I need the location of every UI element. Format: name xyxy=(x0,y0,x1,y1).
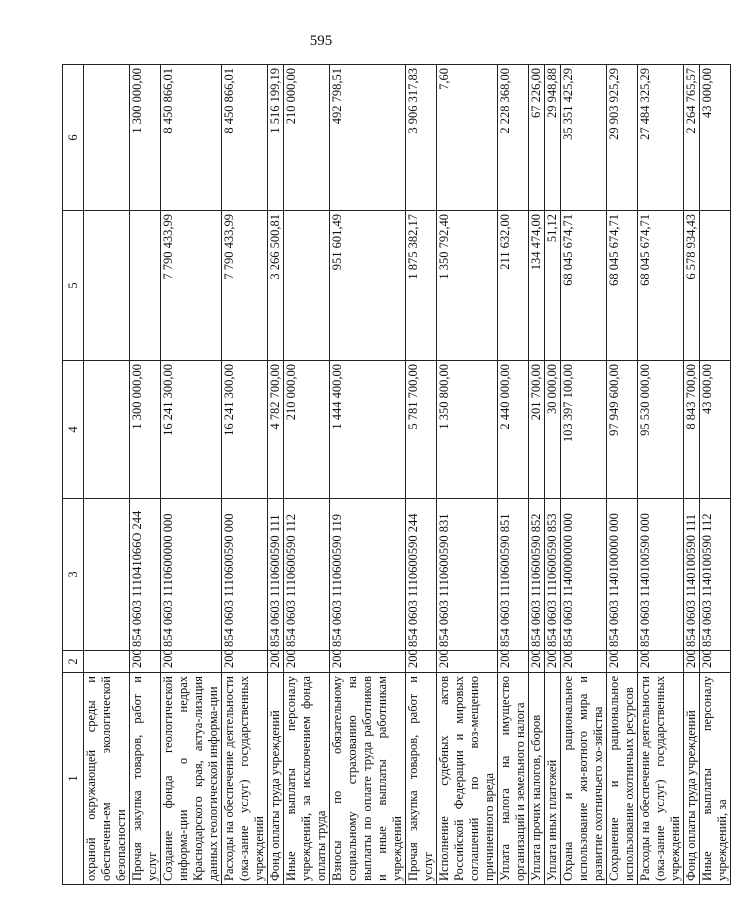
row-name-cell: Взносы по обязательному социальному страхованию на выплаты по оплате труда работников и иные выплаты работникам учреждений xyxy=(330,673,406,885)
page-number: 595 xyxy=(309,33,333,49)
header-cell: 5 xyxy=(63,211,84,361)
row-code-cell: 200 xyxy=(268,651,284,673)
row-classification-cell: 854 0603 1110600590 851 xyxy=(498,499,529,651)
row-code-cell: 200 xyxy=(700,651,731,673)
row-value-col4: 210 000,00 xyxy=(284,361,330,499)
row-value-col6: 492 798,51 xyxy=(330,65,406,211)
row-value-col4: 97 949 600,00 xyxy=(607,361,638,499)
row-code-cell: 200 xyxy=(638,651,684,673)
header-cell: 2 xyxy=(63,651,84,673)
table-row xyxy=(84,65,130,885)
row-value-col5 xyxy=(284,211,330,361)
row-value-col4: 103 397 100,00 xyxy=(561,361,607,499)
row-classification-cell xyxy=(84,499,130,651)
row-code-cell: 200 xyxy=(684,651,700,673)
row-value-col4 xyxy=(84,361,130,499)
row-value-col6: 2 228 368,00 xyxy=(498,65,529,211)
row-value-col5 xyxy=(130,211,161,361)
row-code-cell: 200 xyxy=(284,651,330,673)
header-cell: 6 xyxy=(63,65,84,211)
row-classification-cell: 854 0603 1140100000 000 xyxy=(607,499,638,651)
row-name-cell: Прочая закупка товаров, работ и услуг xyxy=(130,673,161,885)
row-value-col4: 8 843 700,00 xyxy=(684,361,700,499)
row-code-cell: 200 xyxy=(130,651,161,673)
row-value-col4: 1 444 400,00 xyxy=(330,361,406,499)
table-row xyxy=(684,65,700,885)
table-row xyxy=(222,65,268,885)
row-value-col5: 68 045 674,71 xyxy=(561,211,607,361)
table-row xyxy=(561,65,607,885)
row-classification-cell: 854 0603 1110600590 244 xyxy=(406,499,437,651)
row-value-col6: 8 450 866,01 xyxy=(161,65,222,211)
row-value-col6: 1 516 199,19 xyxy=(268,65,284,211)
row-value-col4: 16 241 300,00 xyxy=(222,361,268,499)
row-value-col6: 35 351 425,29 xyxy=(561,65,607,211)
row-name-cell: Создание фонда геологической информа-ции о недрах Краснодарского края, актуа-лизация данных геологической информа-ции xyxy=(161,673,222,885)
row-classification-cell: 854 0603 1140000000 000 xyxy=(561,499,607,651)
table-row xyxy=(284,65,330,885)
table-row xyxy=(700,65,731,885)
row-value-col5: 211 632,00 xyxy=(498,211,529,361)
row-code-cell: 200 xyxy=(161,651,222,673)
row-name-cell: Уплата иных платежей xyxy=(545,673,561,885)
row-value-col6: 7,60 xyxy=(437,65,498,211)
row-value-col5 xyxy=(700,211,731,361)
row-value-col4: 95 530 000,00 xyxy=(638,361,684,499)
rotated-table-container xyxy=(62,65,729,885)
table-row xyxy=(437,65,498,885)
row-value-col4: 1 300 000,00 xyxy=(130,361,161,499)
row-code-cell xyxy=(84,651,130,673)
table-row xyxy=(130,65,161,885)
row-name-cell: Фонд оплаты труда учреждений xyxy=(684,673,700,885)
header-row xyxy=(63,65,84,885)
row-code-cell: 200 xyxy=(545,651,561,673)
row-value-col5: 1 875 382,17 xyxy=(406,211,437,361)
row-value-col5: 7 790 433,99 xyxy=(161,211,222,361)
row-name-cell: Уплата прочих налогов, сборов xyxy=(529,673,545,885)
row-name-cell: Прочая закупка товаров, работ и услуг xyxy=(406,673,437,885)
row-code-cell: 200 xyxy=(498,651,529,673)
row-name-cell: Иные выплаты персоналу учреждений, за исключением фонда оплаты труда xyxy=(284,673,330,885)
row-name-cell: Сохранение и рациональное использование охотничьих ресурсов xyxy=(607,673,638,885)
row-value-col6: 2 264 765,57 xyxy=(684,65,700,211)
row-code-cell: 200 xyxy=(330,651,406,673)
row-value-col6: 1 300 000,00 xyxy=(130,65,161,211)
row-name-cell: Исполнение судебных актов Российской Федерации и мировых соглашений по воз-мещению причиненного вреда xyxy=(437,673,498,885)
row-code-cell: 200 xyxy=(529,651,545,673)
header-cell: 3 xyxy=(63,499,84,651)
row-value-col6: 3 906 317,83 xyxy=(406,65,437,211)
row-value-col6: 29 903 925,29 xyxy=(607,65,638,211)
table-row xyxy=(638,65,684,885)
row-value-col5: 51,12 xyxy=(545,211,561,361)
row-classification-cell: 854 0603 1110600590 119 xyxy=(330,499,406,651)
row-classification-cell: 854 0603 111041066О 244 xyxy=(130,499,161,651)
row-value-col5 xyxy=(84,211,130,361)
header-cell: 4 xyxy=(63,361,84,499)
row-value-col5: 7 790 433,99 xyxy=(222,211,268,361)
row-value-col5: 3 266 500,81 xyxy=(268,211,284,361)
row-value-col4: 201 700,00 xyxy=(529,361,545,499)
table-row xyxy=(498,65,529,885)
row-value-col4: 16 241 300,00 xyxy=(161,361,222,499)
budget-table xyxy=(62,64,731,885)
row-name-cell: Расходы на обеспечение деятельности (ока-зание услуг) государственных учреждений xyxy=(222,673,268,885)
row-value-col4: 2 440 000,00 xyxy=(498,361,529,499)
row-value-col6: 27 484 325,29 xyxy=(638,65,684,211)
row-value-col6: 29 948,88 xyxy=(545,65,561,211)
row-code-cell: 200 xyxy=(406,651,437,673)
row-name-cell: Расходы на обеспечение деятельности (ока-зание услуг) государственных учреждений xyxy=(638,673,684,885)
table-row xyxy=(529,65,545,885)
table-row xyxy=(161,65,222,885)
row-name-cell: охраной окружающей среды и обеспечени-ем экологической безопасности xyxy=(84,673,130,885)
row-classification-cell: 854 0603 1110600000 000 xyxy=(161,499,222,651)
table-row xyxy=(607,65,638,885)
row-classification-cell: 854 0603 1110600590 111 xyxy=(268,499,284,651)
row-value-col4: 30 000,00 xyxy=(545,361,561,499)
row-value-col6: 210 000,00 xyxy=(284,65,330,211)
row-code-cell: 200 xyxy=(607,651,638,673)
row-value-col6 xyxy=(84,65,130,211)
row-name-cell: Иные выплаты персоналу учреждений, за xyxy=(700,673,731,885)
row-value-col4: 5 781 700,00 xyxy=(406,361,437,499)
table-body xyxy=(84,65,731,885)
table-row xyxy=(545,65,561,885)
row-value-col6: 43 000,00 xyxy=(700,65,731,211)
row-value-col5: 1 350 792,40 xyxy=(437,211,498,361)
row-value-col5: 134 474,00 xyxy=(529,211,545,361)
row-code-cell: 200 xyxy=(222,651,268,673)
row-code-cell: 200 xyxy=(437,651,498,673)
row-classification-cell: 854 0603 1140100590 111 xyxy=(684,499,700,651)
row-classification-cell: 854 0603 1140100590 000 xyxy=(638,499,684,651)
row-value-col6: 8 450 866,01 xyxy=(222,65,268,211)
row-value-col4: 1 350 800,00 xyxy=(437,361,498,499)
row-code-cell: 200 xyxy=(561,651,607,673)
row-value-col4: 4 782 700,00 xyxy=(268,361,284,499)
row-name-cell: Охрана и рациональное использование жи-вотного мира и развитие охотничьего хо-зяйства xyxy=(561,673,607,885)
row-name-cell: Фонд оплаты труда учреждений xyxy=(268,673,284,885)
row-classification-cell: 854 0603 1110600590 112 xyxy=(284,499,330,651)
row-classification-cell: 854 0603 1110600590 853 xyxy=(545,499,561,651)
row-classification-cell: 854 0603 1110600590 852 xyxy=(529,499,545,651)
row-value-col5: 6 578 934,43 xyxy=(684,211,700,361)
header-cell: 1 xyxy=(63,673,84,885)
row-value-col5: 68 045 674,71 xyxy=(607,211,638,361)
row-value-col4: 43 000,00 xyxy=(700,361,731,499)
row-value-col5: 951 601,49 xyxy=(330,211,406,361)
row-value-col6: 67 226,00 xyxy=(529,65,545,211)
table-row xyxy=(268,65,284,885)
row-value-col5: 68 045 674,71 xyxy=(638,211,684,361)
row-classification-cell: 854 0603 1140100590 112 xyxy=(700,499,731,651)
row-classification-cell: 854 0603 1110600590 831 xyxy=(437,499,498,651)
row-classification-cell: 854 0603 1110600590 000 xyxy=(222,499,268,651)
table-row xyxy=(330,65,406,885)
table-row xyxy=(406,65,437,885)
row-name-cell: Уплата налога на имущество организаций и земельного налога xyxy=(498,673,529,885)
